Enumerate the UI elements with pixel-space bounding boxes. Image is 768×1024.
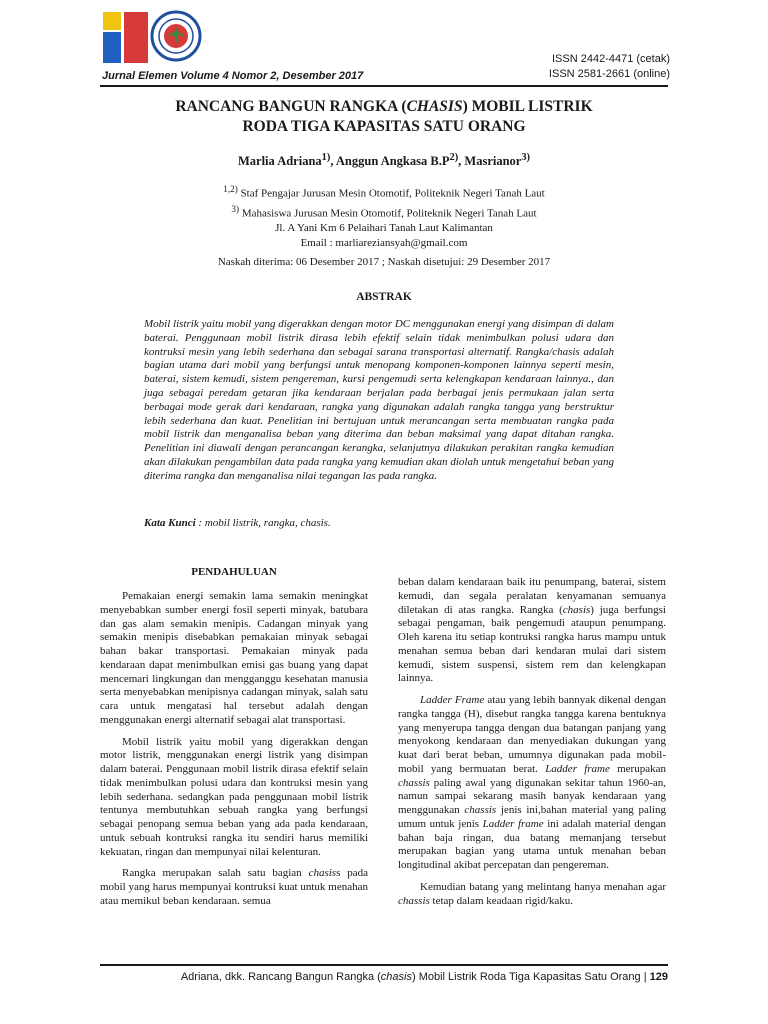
paragraph: Pemakaian energi semakin lama semakin meningkat menyebabkan sumber energi fosil seperti minyak, batubara dan gas alam semakin menipis. Cadangan minyak yang semakin menipis disebabkan pemakaian minyak sebagai bahan bakar transportasi. Pemakaian minyak pada kendaraan dapat menimbulkan emisi gas buang yang dapat mencemari lingkungan dan mengganggu kesehatan manusia serta menyebabkan menipisnya cadangan minyak, salah satu cara untuk mengatasi hal tersebut adalah dengan menggunakan energi alternatif sebagai alat transportasi. <box>100 590 368 726</box>
paragraph: Mobil listrik yaitu mobil yang digerakkan dengan motor listrik, menggunakan energi listrik yang disimpan dalam baterai. Penggunaan mobil listrik dirasa efektif selain tidak menimbulkan polusi udara dan kontruksi mesin yang lebih sederhana. sedangkan pada penggunaan mobil listrik tentunya membutuhkan sebuah rangka yang berfungsi sebagai penopang semua beban yang ada pada kendaraan, untuk sebuah kontruksi rangka itu sendiri harus memiliki kekuatan, ringan dan mempunyai nilai kelenturan. <box>100 735 368 858</box>
abstract-text: Mobil listrik yaitu mobil yang digerakkan dengan motor DC menggunakan energi yang disimpan di dalam baterai. Penggunaan mobil listrik dirasa lebih efektif selain tidak menimbulkan polusi udara dan kontruksi mesin yang lebih sederhana dan sebagai sarana transportasi alternatif. Rangka/chasis adalah bagian utama dari mobil yang berfungsi untuk menopang komponen-komponen lainnya seperti mesin, baterai, sistem kemudi, sistem pengereman, kursi pengemudi serta kelengkapan kendaraan lainnya., dan juga sebagai peredam getaran jika kendaraan berjalan pada berbagai jenis permukaan jalan serta berbagai mode gerak dari kendaraan, rangka yang digunakan adalah rangka tangga yang berstruktur lebih sederhana dan kuat. Penelitian ini bertujuan untuk merancangan serta membuatan rangka pada mobil listrik dan menganalisa beban yang diterima dan beban maksimal yang dapat ditahan rangka. Penelitian ini diawali dengan perancangan kerangka, selanjutnya dilakukan perakitan rangka kemudian akan dilakukan pengambilan data pada rangka yang kemudian akan diolah untuk mengetahui beban yang diterima rangka dan menganalisa nilai tegangan las pada rangka. <box>144 318 614 482</box>
right-column <box>398 576 666 916</box>
paragraph: Rangka merupakan salah satu bagian chasiss pada mobil yang harus mempunyai kontruksi kuat untuk menahan atau memikul beban kendaraan. semua <box>100 867 368 907</box>
left-column <box>100 590 368 917</box>
logo-red-block <box>124 12 148 63</box>
logo-yellow-block <box>103 12 121 30</box>
issn-print: ISSN 2442-4471 (cetak) <box>551 53 670 65</box>
page-footer: Adriana, dkk. Rancang Bangun Rangka (chasis) Mobil Listrik Roda Tiga Kapasitas Satu Orang | 129 <box>180 971 668 983</box>
institution-seal-icon <box>150 10 202 62</box>
page-number: 129 <box>649 971 668 983</box>
paragraph: Ladder Frame atau yang lebih bannyak dikenal dengan rangka tangga (H), disebut rangka tangga karena bentuknya yang menyerupa tangga dengan dua batangan panjang yang menyokong kendaraan dan menyediakan dukungan yang kuat dari berat beban, umumnya digunakan pada mobil-mobil yang bermuatan berat. Ladder frame merupakan chassis paling awal yang digunakan sekitar tahun 1960-an, namun sampai sekarang masih banyak kendaraan yang menggunakan chassis jenis ini,bahan material yang paling umum untuk jenis Ladder frame ini adalah material dengan bahan baja ringan, dua batang memanjang tersebut merupakan bagian yang utama untuk menahan beban longitudinal akibat percepatan dan pengereman. <box>398 694 666 871</box>
issn-online: ISSN 2581-2661 (online) <box>548 68 670 80</box>
paragraph: beban dalam kendaraan baik itu penumpang, baterai, sistem kemudi, dan segala peralatan kenyamanan semuanya diletakan di atas rangka. Rangka (chasis) juga berfungsi sebagai pengaman, baik pengemudi ataupun penumpang. Oleh karena itu setiap kontruksi rangka harus mampu untuk menahan semua beban dari kendaran mulai dari sistem kemudi, sistem suspensi, sistem rem dan kelengkapan lainnya. <box>398 576 666 685</box>
keywords: Kata Kunci : mobil listrik, rangka, chasis. <box>144 517 331 529</box>
abstract-heading: ABSTRAK <box>356 291 412 303</box>
paper-title: RANCANG BANGUN RANGKA (CHASIS) MOBIL LISTRIK RODA TIGA KAPASITAS SATU ORANG <box>175 98 593 135</box>
submission-dates: Naskah diterima: 06 Desember 2017 ; Naskah disetujui: 29 Desember 2017 <box>217 256 551 268</box>
author-email: Email : marliareziansyah@gmail.com <box>300 237 468 250</box>
header-rule <box>100 85 668 87</box>
paragraph: Kemudian batang yang melintang hanya menahan agar chassis tetap dalam keadaan rigid/kaku. <box>398 880 666 907</box>
author-list: Marlia Adriana$^{1)}$, Anggun Angkasa $B.P^{2)}$, Masrianor$^{3)}$ <box>237 152 531 169</box>
journal-citation: Jurnal Elemen Volume 4 Nomor 2, Desember 2017 <box>102 70 364 82</box>
affiliations: $^{1,2)}$ Staf Pengajar Jurusan Mesin Otomotif, Politeknik Negeri Tanah Laut $^{3)}$ Mahasiswa Jurusan Mesin Otomotif, Politeknik Negeri Tanah Laut Jl. A Yani Km 6 Pelaihari Tanah Laut Kalimantan Email : marliareziansyah@gmail.com <box>100 182 668 251</box>
footer-rule <box>100 964 668 966</box>
section-heading-pendahuluan: PENDAHULUAN <box>191 566 277 578</box>
logo-blue-block <box>103 32 121 63</box>
